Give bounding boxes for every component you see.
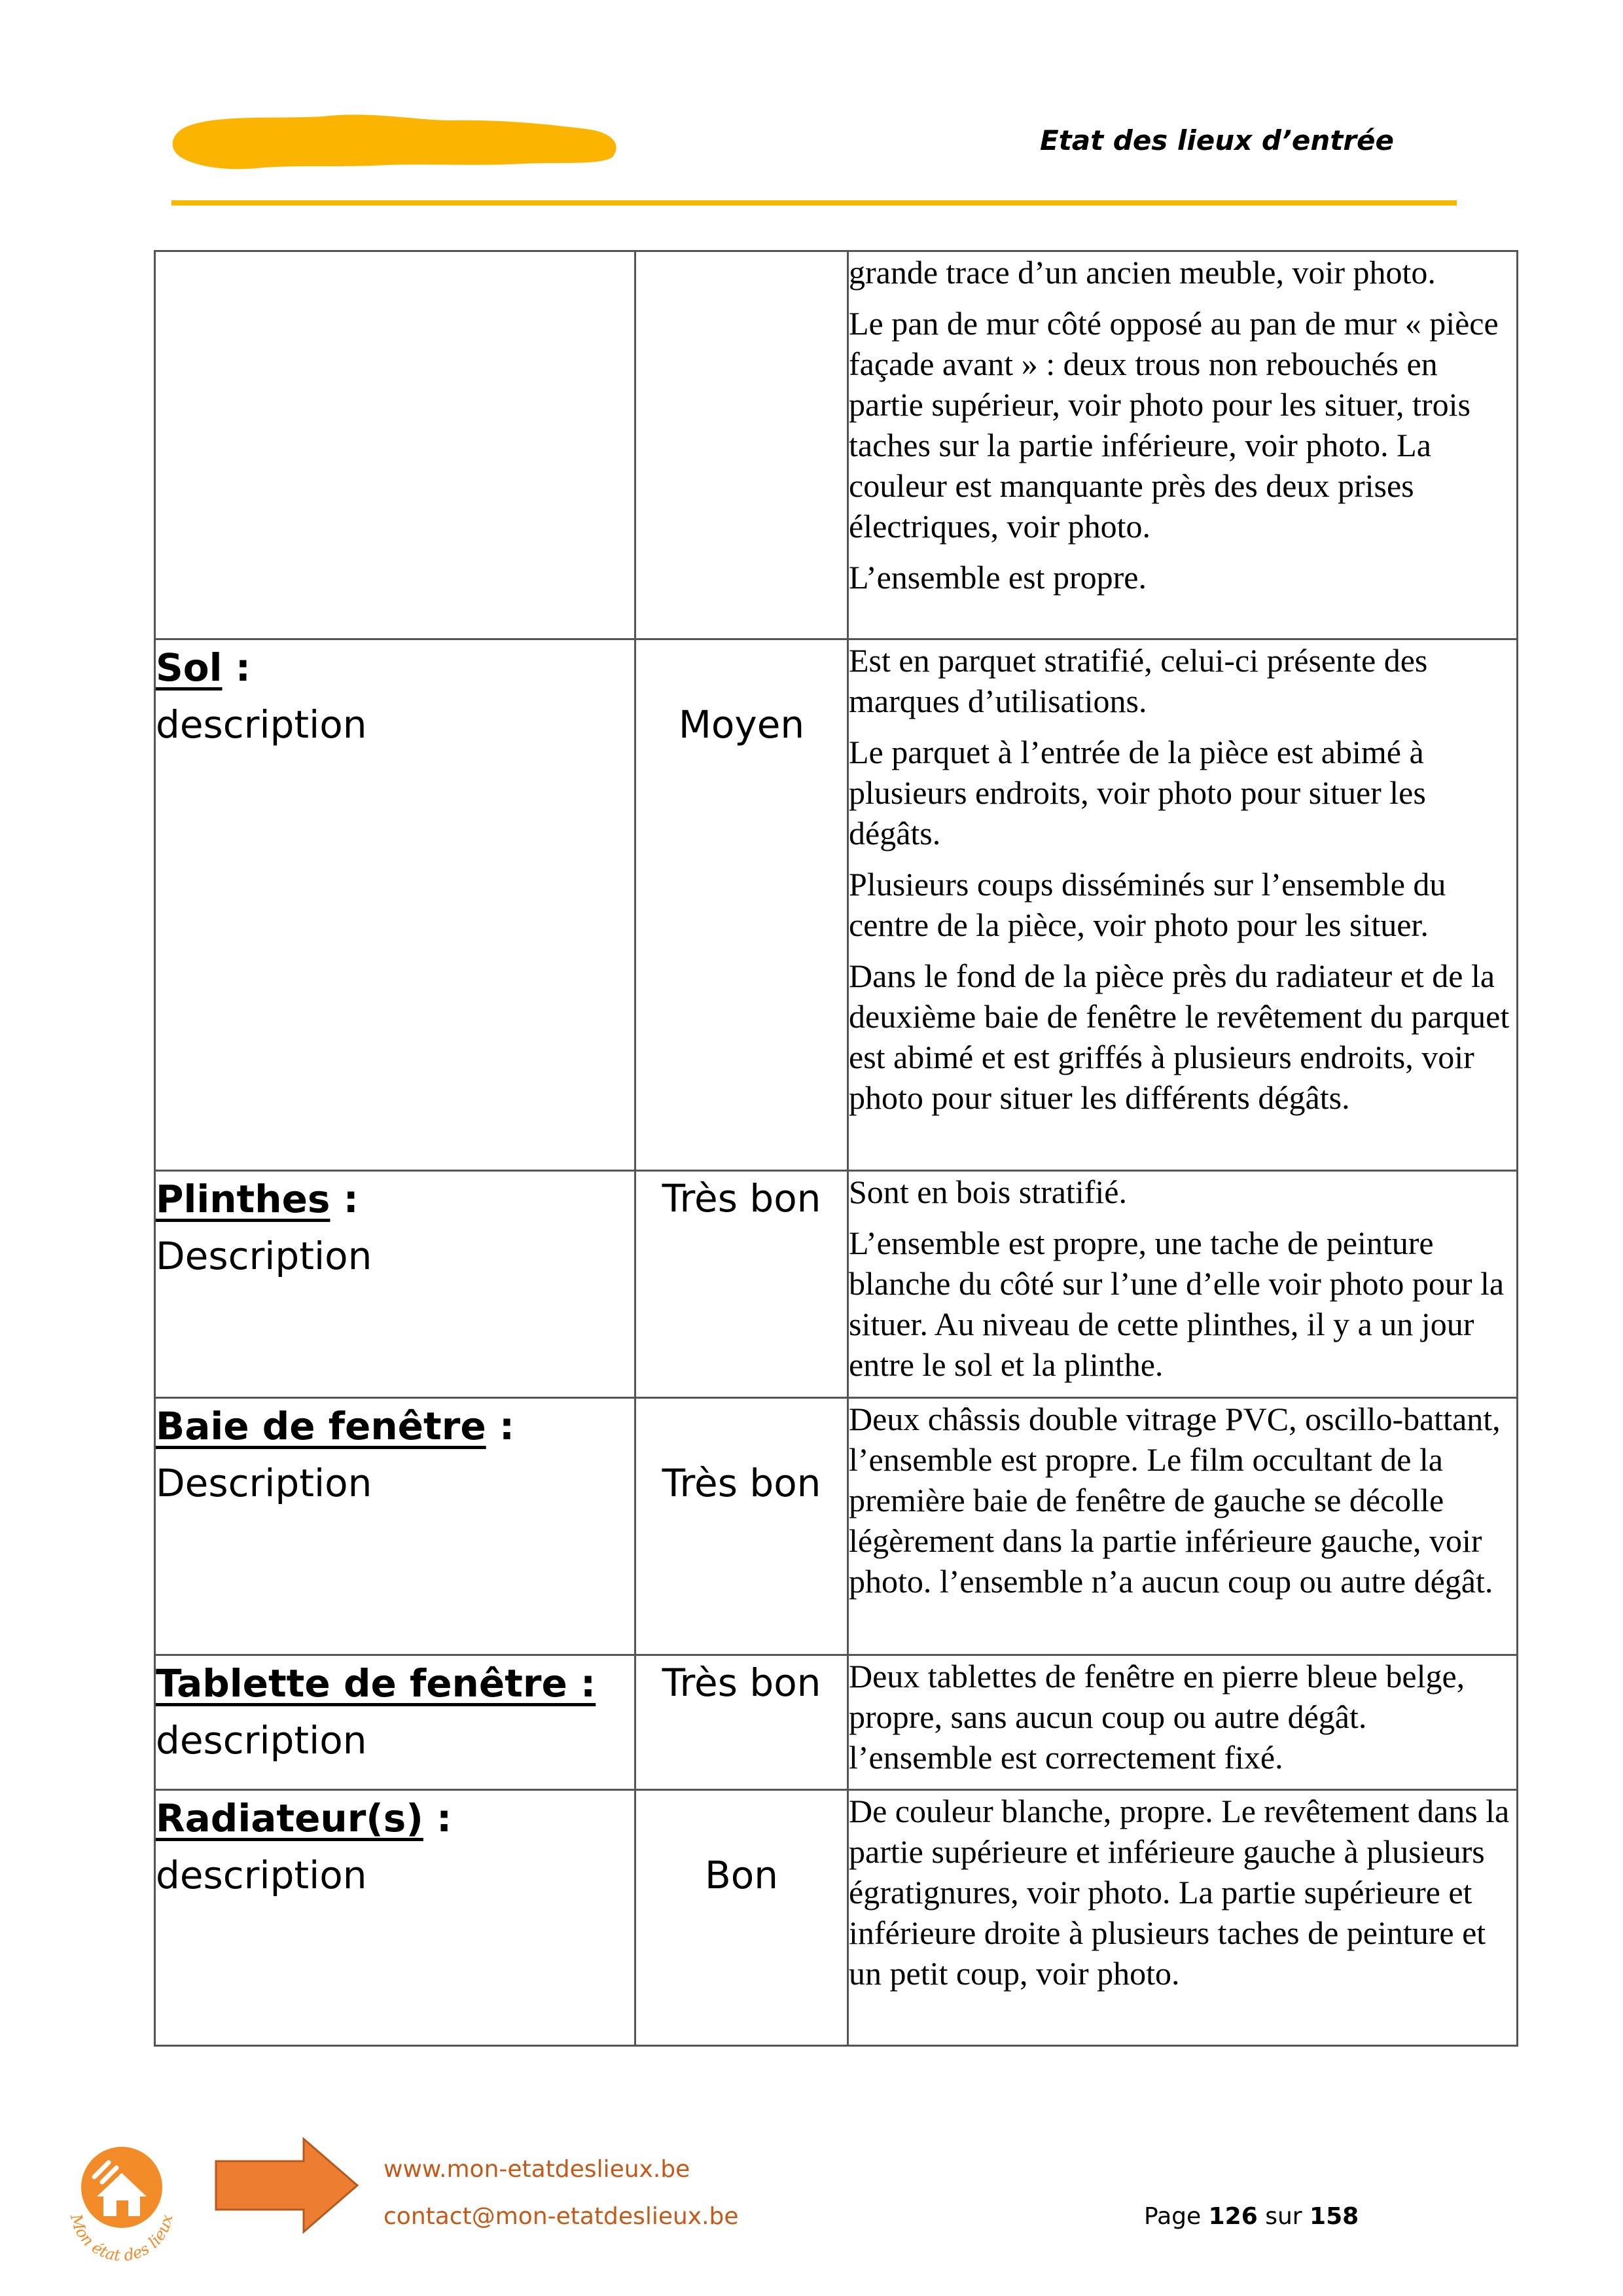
- item-title: Sol :: [156, 645, 251, 690]
- description-paragraph: Deux châssis double vitrage PVC, oscillo-battant, l’ensemble est propre. Le film occultant de la première baie de fenêtre de gauche se décolle légèrement dans la partie inférieure gauche, voir photo. l’ensemble n’a aucun coup ou autre dégât.: [849, 1401, 1501, 1600]
- state-value: Très bon: [662, 1660, 821, 1705]
- item-cell: [155, 639, 635, 1171]
- table-row-continuation: [155, 251, 1518, 639]
- svg-text:Mon état des lieux: Mon état des lieux: [66, 2212, 177, 2265]
- inventory-table: [154, 250, 1518, 2047]
- description-paragraph: Plusieurs coups disséminés sur l’ensemble du centre de la pièce, voir photo pour les situer.: [849, 866, 1446, 943]
- description-cell: [848, 1655, 1518, 1790]
- contact-email-link[interactable]: contact@mon-etatdeslieux.be: [383, 2203, 739, 2230]
- description-paragraph: Dans le fond de la pièce près du radiateur et de la deuxième baie de fenêtre le revêtement du parquet est abimé et est griffés à plusieurs endroits, voir photo pour situer les différents dégâts.: [849, 958, 1510, 1116]
- state-cell: [635, 251, 848, 639]
- item-title: Baie de fenêtre :: [156, 1404, 515, 1448]
- table-row-plinthes: [155, 1171, 1518, 1398]
- state-value: Très bon: [662, 1176, 821, 1221]
- state-cell: [635, 1790, 848, 2046]
- mon-etat-des-lieux-logo: [56, 2136, 187, 2267]
- table-row-sol: [155, 639, 1518, 1171]
- state-value: Très bon: [662, 1461, 821, 1505]
- description-cell: [848, 1171, 1518, 1398]
- state-cell: [635, 1398, 848, 1655]
- description-paragraph: Le parquet à l’entrée de la pièce est abimé à plusieurs endroits, voir photo pour situer les dégâts.: [849, 734, 1426, 852]
- description-paragraph: grande trace d’un ancien meuble, voir photo.: [849, 254, 1436, 291]
- arrow-right-icon: [213, 2136, 361, 2234]
- item-cell: [155, 1655, 635, 1790]
- item-title: Radiateur(s) :: [156, 1796, 452, 1840]
- description-cell: [848, 1790, 1518, 2046]
- description-cell: [848, 639, 1518, 1171]
- item-cell: [155, 1171, 635, 1398]
- state-value: Moyen: [678, 702, 805, 747]
- item-subtitle: Description: [156, 1234, 372, 1278]
- item-subtitle: description: [156, 702, 367, 747]
- item-subtitle: description: [156, 1718, 367, 1763]
- header-divider: [171, 200, 1457, 206]
- state-cell: [635, 1655, 848, 1790]
- item-title: Plinthes :: [156, 1177, 359, 1221]
- description-cell: [848, 1398, 1518, 1655]
- description-paragraph: De couleur blanche, propre. Le revêtement dans la partie supérieure et inférieure gauche à plusieurs égratignures, voir photo. La partie supérieure et inférieure droite à plusieurs taches de peinture et un petit coup, voir photo.: [849, 1793, 1510, 1992]
- item-cell: [155, 1790, 635, 2046]
- website-link[interactable]: www.mon-etatdeslieux.be: [383, 2156, 690, 2183]
- description-paragraph: L’ensemble est propre.: [849, 559, 1147, 596]
- description-paragraph: Est en parquet stratifié, celui-ci présente des marques d’utilisations.: [849, 642, 1428, 719]
- item-cell: [155, 251, 635, 639]
- state-cell: [635, 639, 848, 1171]
- state-cell: [635, 1171, 848, 1398]
- table-row-tablette-de-fenetre: [155, 1655, 1518, 1790]
- description-cell: [848, 251, 1518, 639]
- table-row-radiateurs: [155, 1790, 1518, 2046]
- document-title: Etat des lieux d’entrée: [1039, 124, 1394, 156]
- description-paragraph: Le pan de mur côté opposé au pan de mur « pièce façade avant » : deux trous non rebouchés en partie supérieur, voir photo pour les situer, trois taches sur la partie inférieure, voir photo. La couleur est manquante près des deux prises électriques, voir photo.: [849, 305, 1499, 545]
- redacted-name-highlight: [171, 99, 623, 175]
- item-title: Tablette de fenêtre :: [156, 1661, 596, 1706]
- item-subtitle: Description: [156, 1461, 372, 1505]
- description-paragraph: Sont en bois stratifié.: [849, 1174, 1127, 1210]
- page-number: Page 126 sur 158: [1144, 2203, 1359, 2230]
- description-paragraph: L’ensemble est propre, une tache de peinture blanche du côté sur l’une d’elle voir photo pour la situer. Au niveau de cette plinthes, il y a un jour entre le sol et la plinthe.: [849, 1225, 1505, 1383]
- description-paragraph: Deux tablettes de fenêtre en pierre bleue belge, propre, sans aucun coup ou autre dégât. l’ensemble est correctement fixé.: [849, 1658, 1465, 1776]
- state-value: Bon: [704, 1853, 779, 1897]
- item-subtitle: description: [156, 1853, 367, 1897]
- table-row-baie-de-fenetre: [155, 1398, 1518, 1655]
- item-cell: [155, 1398, 635, 1655]
